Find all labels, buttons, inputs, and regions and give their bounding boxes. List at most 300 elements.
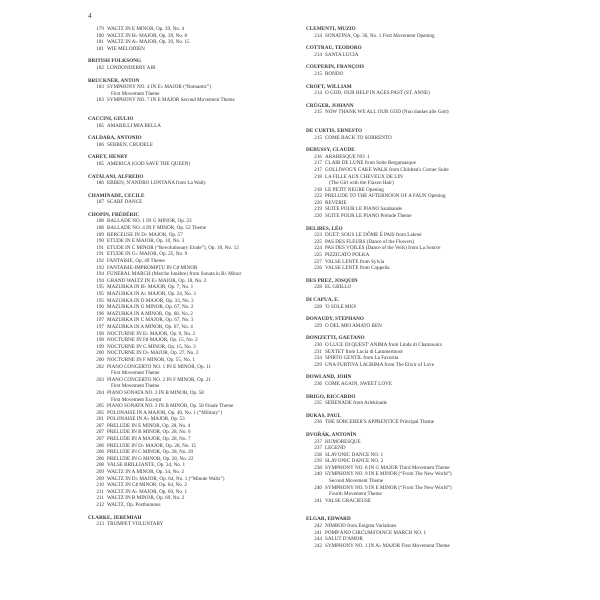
index-entry: [88, 180, 293, 187]
entry-page-number: 229: [314, 361, 322, 368]
entry-page-number: 199: [96, 343, 104, 350]
index-entry: [306, 245, 511, 252]
composer-heading: DES PREZ, JOSQUIN: [306, 277, 358, 284]
index-entry: [306, 355, 511, 362]
entry-title: DUET: SOUS LE DÔME É PAIS from Lakmé: [325, 232, 422, 239]
right-column: [306, 26, 511, 549]
entry-title: AMARILLI MIA BELLA: [107, 122, 161, 129]
index-entry: [88, 232, 293, 239]
entry-page-number: 230: [314, 341, 322, 348]
entry-title: SPIRTO GENTIL from La Favorita: [325, 355, 399, 362]
index-entry: [88, 364, 293, 377]
entry-title: COME AGAIN, SWEET LOVE: [325, 380, 393, 387]
entry-page-number: 200: [96, 350, 104, 357]
index-entry: [306, 523, 511, 530]
entry-page-number: 214: [314, 51, 322, 58]
index-entry: [88, 161, 293, 168]
entry-title: PRELUDE IN C MINOR, Op. 28, No. 20: [107, 449, 194, 456]
entry-page-number: 181: [96, 45, 104, 52]
index-entry: [88, 324, 293, 331]
index-entry: [306, 362, 511, 369]
entry-page-number: 224: [314, 245, 322, 252]
index-entry: [88, 278, 293, 285]
index-entry: [88, 46, 293, 53]
entry-title: O GOD, OUR HELP IN AGES PAST (ST. ANNE): [325, 90, 430, 97]
index-entry: [306, 323, 511, 330]
entry-page-number: 201: [96, 416, 104, 423]
entry-title: EL GRILLO: [325, 284, 352, 291]
entry-page-number: 234: [314, 355, 322, 362]
entry-title: FUNERAL MARCH (Marche funèbre) from Sonata in B♭ Minor: [107, 271, 242, 278]
entry-title: WALTZ IN A♭ MAJOR, Op. 39, No. 15: [107, 39, 190, 46]
composer-heading: DONAUDY, STEPHANO: [306, 316, 365, 323]
index-entry: [88, 337, 293, 344]
entry-title: SLAVONIC DANCE NO. 1: [325, 451, 384, 458]
entry-title: PAS DES VOILES (Dance of the Veils) from La Source: [325, 245, 441, 252]
index-entry: [306, 265, 511, 272]
entry-title: WALTZ IN C♯ MINOR, Op. 64, No. 2: [107, 482, 187, 489]
entry-title: UNA FURTIVA LAGRIMA from The Elixir of Love: [325, 361, 435, 368]
index-entry: [306, 232, 511, 239]
entry-page-number: 241: [314, 497, 322, 504]
entry-page-number: 239: [314, 458, 322, 465]
index-entry: [306, 174, 511, 187]
entry-title: SONATINA, Op. 36, No. 1 First Movement Opening: [325, 32, 435, 39]
index-entry: [306, 160, 511, 167]
entry-title: NOCTURNE IN D♭ MAJOR, Op. 27, No. 2: [107, 350, 199, 357]
entry-page-number: 207: [96, 429, 104, 436]
entry-title: CLAIR DE LUNE from Suite Bergamasque: [325, 160, 416, 167]
entry-page-number: 185: [96, 122, 104, 129]
entry-page-number: 186: [96, 180, 104, 187]
entry-title: HUMORESQUE: [325, 438, 361, 445]
entry-page-number: 236: [314, 419, 322, 426]
entry-title: GRAND WALTZ IN E♭ MAJOR, Op. 18, No. 2: [107, 277, 207, 284]
entry-page-number: 191: [96, 244, 104, 251]
entry-page-number: 197: [96, 323, 104, 330]
entry-page-number: 215: [314, 134, 322, 141]
index-entry: [306, 52, 511, 59]
index-entry: [88, 271, 293, 278]
index-entry: [306, 536, 511, 543]
entry-page-number: 215: [314, 109, 322, 116]
index-entry: [88, 410, 293, 417]
composer-heading: CHAMINADE, CECILE: [88, 192, 145, 199]
entry-title: COME BACK TO SORRENTO: [325, 134, 392, 141]
entry-page-number: 179: [96, 26, 104, 32]
page-number: 4: [88, 12, 92, 20]
entry-page-number: 209: [96, 475, 104, 482]
entry-page-number: 181: [96, 39, 104, 46]
entry-title: PIANO CONCERTO NO. 2 IN F MINOR, Op. 21: [107, 376, 211, 383]
index-entry: [88, 291, 293, 298]
composer-heading: DI CAPUA, E.: [306, 297, 340, 303]
entry-page-number: 195: [96, 284, 104, 291]
entry-subtitle: Second Movement Theme: [329, 478, 384, 485]
index-entry: [306, 342, 511, 349]
index-entry: [88, 416, 293, 423]
index-entry: [88, 33, 293, 40]
entry-title: PIANO SONATA NO. 3 IN B MINOR, Op. 58: [107, 389, 204, 396]
entry-page-number: 240: [314, 484, 322, 491]
entry-page-number: 205: [96, 409, 104, 416]
entry-page-number: 225: [314, 252, 322, 259]
entry-page-number: 211: [96, 495, 104, 502]
index-entry: [88, 311, 293, 318]
entry-title: NIMROD from Enigma Variations: [325, 523, 397, 530]
entry-title: TRUMPET VOLUNTARY: [107, 521, 164, 528]
entry-page-number: 203: [96, 376, 104, 383]
entry-title: MAZURKA IN A MINOR, Op. 67, No. 4: [107, 323, 193, 330]
entry-page-number: 225: [314, 238, 322, 245]
entry-title: GOLLIWOG'S CAKE WALK from Children's Corner Suite: [325, 166, 449, 173]
index-entry: [306, 381, 511, 388]
index-entry: [88, 350, 293, 357]
index-entry: [306, 135, 511, 142]
index-entry: [88, 357, 293, 364]
entry-title: SLAVONIC DANCE NO. 2: [325, 458, 384, 465]
index-entry: [88, 482, 293, 489]
entry-title: THE SORCERER'S APPRENTICE Principal Theme: [325, 419, 435, 426]
entry-page-number: 220: [314, 199, 322, 206]
index-entry: [88, 39, 293, 46]
index-entry: [88, 436, 293, 443]
entry-title: O LUCE DI QUEST' ANIMA from Linda di Chamounix: [325, 341, 443, 348]
entry-page-number: 217: [314, 160, 322, 167]
entry-page-number: 231: [314, 348, 322, 355]
index-entry: [306, 187, 511, 194]
entry-title: SERENADE from Arlekinade: [325, 400, 387, 407]
composer-heading: CLARKE, JEREMIAH: [88, 514, 142, 521]
entry-page-number: 211: [96, 488, 104, 495]
entry-page-number: 193: [96, 264, 104, 271]
entry-page-number: 210: [96, 482, 104, 489]
entry-title: SYMPHONY NO. 1 IN A♭ MAJOR First Movement Theme: [325, 542, 450, 549]
entry-title: POMP AND CIRCUMSTANCE MARCH NO. 1: [325, 529, 427, 536]
entry-title: LEGEND: [325, 445, 346, 452]
entry-page-number: 242: [314, 542, 322, 549]
composer-heading: DOWLAND, JOHN: [306, 374, 352, 381]
entry-title: PRELUDE IN A MAJOR, Op. 28, No. 7: [107, 436, 191, 443]
index-entry: [88, 344, 293, 351]
entry-title: NOCTURNE IN F♯ MAJOR, Op. 15, No. 2: [107, 337, 198, 344]
composer-heading: CALDARA, ANTONIO: [88, 135, 142, 142]
composer-heading: ELGAR, EDWARD: [306, 516, 351, 523]
entry-page-number: 219: [314, 206, 322, 213]
index-entry: [306, 252, 511, 259]
entry-title: PRELUDE TO THE AFTERNOON OF A FAUN Opening: [325, 193, 446, 200]
entry-title: FANTAISIE-IMPROMPTU IN C♯ MINOR: [107, 264, 198, 271]
composer-heading: CACCINI, GIULIO: [88, 115, 134, 122]
entry-title: ETUDE IN G♭ MAJOR, Op. 25, No. 9: [107, 251, 188, 258]
entry-title: SEBBEN, CRUDELE: [107, 141, 153, 148]
index-entry: [88, 26, 293, 33]
entry-page-number: 180: [96, 32, 104, 39]
index-entry: [88, 476, 293, 483]
index-entry: [88, 84, 293, 97]
composer-heading: DONIZETTI, GAETANO: [306, 335, 365, 342]
entry-subtitle: First Movement Theme: [111, 370, 160, 377]
index-entry: [88, 429, 293, 436]
index-entry: [88, 284, 293, 291]
entry-subtitle: First Movement Excerpt: [111, 396, 162, 403]
index-entry: [88, 258, 293, 265]
entry-page-number: 207: [96, 422, 104, 429]
index-entry: [88, 377, 293, 390]
entry-page-number: 191: [96, 251, 104, 258]
entry-page-number: 220: [314, 213, 322, 220]
entry-title: MAZURKA IN C MAJOR, Op. 67, No. 3: [107, 317, 194, 324]
entry-title: WALTZ, Op. Posthumous: [107, 502, 161, 508]
entry-page-number: 186: [96, 141, 104, 148]
index-entry: [88, 245, 293, 252]
entry-title: WALTZ IN A♭ MAJOR, Op. 69, No. 1: [107, 488, 188, 495]
entry-page-number: 206: [96, 449, 104, 456]
composer-heading: DRIGO, RICCARDO: [306, 393, 356, 400]
entry-page-number: 200: [96, 356, 104, 363]
entry-title: PAS DES FLEURS (Dance of the Flowers): [325, 238, 415, 245]
entry-title: BERCEUSE IN D♭ MAJOR, Op. 57: [107, 231, 183, 238]
entry-title: NOW THANK WE ALL OUR GOD (Nun danket alle Gott): [325, 109, 449, 116]
index-entry: [88, 251, 293, 258]
entry-page-number: 242: [314, 523, 322, 530]
composer-heading: CATALANI, ALFREDO: [88, 173, 144, 180]
index-entry: [88, 449, 293, 456]
entry-title: POLONAISE IN A MAJOR, Op. 40, No. 1 (“Military”): [107, 409, 223, 416]
index-entry: [88, 218, 293, 225]
entry-page-number: 241: [314, 529, 322, 536]
entry-page-number: 196: [96, 304, 104, 311]
entry-page-number: 192: [96, 258, 104, 265]
index-entry: [88, 495, 293, 502]
index-entry: [306, 471, 511, 484]
entry-title: 'O SOLE MIO!: [325, 303, 357, 310]
entry-title: PRELUDE IN E MINOR, Op. 28, No. 4: [107, 422, 191, 429]
entry-title: NOCTURNE IN G MINOR, Op. 15, No. 3: [107, 343, 196, 350]
entry-page-number: 189: [96, 231, 104, 238]
entry-page-number: 214: [314, 32, 322, 39]
entry-title: LE PETIT NEGRE Opening: [325, 186, 384, 193]
entry-title: SYMPHONY NO. 7 IN E MAJOR Second Movement Theme: [107, 97, 235, 104]
index-entry: [88, 469, 293, 476]
entry-title: SYMPHONY NO. 9 IN E MINOR (“From The New World”): [325, 484, 452, 491]
entry-page-number: 227: [314, 258, 322, 265]
composer-heading: DUKAS, PAUL: [306, 412, 342, 419]
index-entry: [306, 452, 511, 459]
entry-page-number: 182: [96, 64, 104, 71]
entry-page-number: 217: [314, 166, 322, 173]
entry-page-number: 213: [96, 521, 104, 528]
entry-page-number: 223: [314, 232, 322, 239]
entry-page-number: 183: [96, 97, 104, 104]
entry-page-number: 215: [314, 70, 322, 77]
entry-page-number: 194: [96, 277, 104, 284]
entry-page-number: 206: [96, 455, 104, 462]
entry-page-number: 228: [314, 284, 322, 291]
index-entry: [88, 65, 293, 72]
index-entry: [306, 200, 511, 207]
index-entry: [88, 317, 293, 324]
entry-page-number: 188: [96, 225, 104, 232]
index-entry: [306, 284, 511, 291]
entry-page-number: 240: [314, 471, 322, 478]
entry-title: VALSE LENTE from Sylvia: [325, 258, 385, 265]
entry-subtitle: First Movement Theme: [111, 383, 160, 390]
index-entry: [88, 456, 293, 463]
entry-page-number: 202: [96, 363, 104, 370]
entry-title: MAZURKA IN A MINOR, Op. 68, No. 2: [107, 310, 193, 317]
entry-title: ARABESQUE NO. 1: [325, 153, 370, 160]
entry-title: PIANO SONATA NO. 3 IN B MINOR, Op. 58 Finale Theme: [107, 403, 234, 410]
entry-title: VALSE LENTE from Coppelia: [325, 265, 390, 272]
entry-page-number: 238: [314, 451, 322, 458]
index-entry: [306, 167, 511, 174]
entry-page-number: 237: [314, 438, 322, 445]
entry-page-number: 190: [96, 238, 104, 245]
entry-subtitle: (The Girl with the Flaxen Hair): [329, 180, 394, 187]
index-entry: [88, 238, 293, 245]
index-entry: [306, 90, 511, 97]
entry-title: VALSE GRACIEUSE: [325, 497, 372, 504]
index-entry: [88, 298, 293, 305]
composer-heading: BRITISH FOLKSONG: [88, 58, 142, 65]
entry-title: NOCTURNE IN E♭ MAJOR, Op. 9, No. 2: [107, 330, 196, 337]
entry-title: PRELUDE IN G MINOR, Op. 28, No. 22: [107, 455, 194, 462]
left-column: [88, 26, 293, 528]
index-entry: [306, 530, 511, 537]
index-entry: [88, 142, 293, 149]
index-entry: [306, 543, 511, 550]
entry-page-number: 198: [96, 330, 104, 337]
entry-title: WIE MELODIEN: [107, 45, 145, 52]
entry-title: PRELUDE IN D♭ MAJOR, Op. 28, No. 15: [107, 442, 197, 449]
entry-title: MAZURKA IN G MINOR, Op. 67, No. 2: [107, 304, 194, 311]
entry-title: WALTZ IN E MINOR, Op. 39, No. 4: [107, 26, 185, 32]
entry-page-number: 196: [96, 310, 104, 317]
index-entry: [88, 502, 293, 509]
composer-heading: CROFT, WILLIAM: [306, 83, 352, 90]
index-entry: [306, 498, 511, 505]
entry-title: NOCTURNE IN F MINOR, Op. 55, No. 1: [107, 356, 195, 363]
entry-title: SANTA LUCIA: [325, 51, 359, 58]
index-entry: [88, 403, 293, 410]
entry-page-number: 216: [314, 153, 322, 160]
entry-title: MAZURKA IN A♭ MAJOR, Op. 24, No. 3: [107, 291, 196, 297]
entry-title: EBBEN, N'ANDRO LONTANA from La Wally: [107, 180, 207, 187]
index-entry: [306, 33, 511, 40]
index-entry: [88, 123, 293, 130]
index-entry: [306, 400, 511, 407]
entry-title: MAZURKA IN D MAJOR, Op. 33, No. 2: [107, 297, 194, 304]
index-entry: [88, 304, 293, 311]
composer-heading: BRUCKNER, ANTON: [88, 77, 140, 84]
entry-page-number: 207: [96, 436, 104, 443]
composer-heading: DE CURTIS, ERNESTO: [306, 127, 363, 134]
index-entry: [88, 423, 293, 430]
entry-page-number: 229: [314, 322, 322, 329]
entry-title: WALTZ IN B MINOR, Op. 69, No. 2: [107, 495, 185, 502]
entry-title: O DEL MIO AMATO BEN: [325, 322, 382, 329]
index-entry: [306, 458, 511, 465]
composer-heading: CLEMENTI, MUZIO: [306, 26, 356, 32]
entry-title: MAZURKA IN B♭ MAJOR, Op. 7, No. 1: [107, 284, 194, 291]
entry-page-number: 236: [314, 380, 322, 387]
entry-title: SUITE POUR LE PIANO Prelude Theme: [325, 213, 412, 220]
entry-page-number: 244: [314, 536, 322, 543]
entry-page-number: 237: [314, 445, 322, 452]
entry-subtitle: First Movement Theme: [111, 90, 160, 97]
entry-title: WALTZ IN D♭ MAJOR, Op. 64, No. 1 (“Minute Waltz”): [107, 475, 225, 482]
index-entry: [306, 193, 511, 200]
composer-heading: CHOPIN, FRÉDÉRIC: [88, 211, 140, 218]
entry-page-number: 226: [314, 265, 322, 272]
composer-heading: COTTRAU, TEODORO: [306, 45, 362, 52]
entry-title: SYMPHONY NO. 8 IN G MAJOR Third Movement Theme: [325, 464, 450, 471]
entry-title: WALTZ IN B♭ MAJOR, Op. 39, No. 8: [107, 32, 188, 39]
index-entry: [306, 439, 511, 446]
entry-page-number: 206: [96, 442, 104, 449]
entry-page-number: 194: [96, 271, 104, 278]
entry-title: REVERIE: [325, 199, 347, 206]
entry-title: LONDONDERRY AIR: [107, 64, 156, 71]
index-entry: [88, 462, 293, 469]
index-entry: [88, 97, 293, 104]
entry-title: LA FILLE AUX CHEVEUX DE LIN: [325, 173, 403, 180]
entry-page-number: 222: [314, 193, 322, 200]
entry-title: POLONAISE IN A♭ MAJOR, Op. 53: [107, 416, 185, 423]
entry-title: SCARF DANCE: [107, 199, 143, 206]
index-entry: [88, 390, 293, 403]
index-entry: [306, 71, 511, 78]
entry-title: SYMPHONY NO. 4 IN E♭ MAJOR (“Romantic”): [107, 84, 212, 91]
entry-page-number: 185: [96, 160, 104, 167]
entry-page-number: 235: [314, 400, 322, 407]
entry-title: PIZZICATO POLKA: [325, 252, 370, 259]
entry-title: VALSE BRILLIANTE, Op. 34, No. 1: [107, 462, 186, 469]
entry-page-number: 218: [314, 186, 322, 193]
index-entry: [306, 109, 511, 116]
entry-title: ETUDE IN E MAJOR, Op. 10, No. 3: [107, 238, 185, 245]
composer-heading: DELIBES, LÉO: [306, 225, 343, 232]
entry-title: SEXTET from Lucia di Lammermoor: [325, 348, 404, 355]
entry-title: WALTZ IN A MINOR, Op. 34, No. 2: [107, 469, 185, 476]
index-entry: [306, 206, 511, 213]
entry-page-number: 195: [96, 291, 104, 297]
entry-title: SYMPHONY NO. 9 IN E MINOR (“From The New World”): [325, 471, 452, 478]
composer-heading: DVOŘÁK, ANTONÍN: [306, 431, 357, 438]
entry-title: BALLADE NO. 4 IN F MINOR, Op. 52 Theme: [107, 225, 207, 232]
entry-page-number: 187: [96, 199, 104, 206]
entry-page-number: 205: [96, 403, 104, 410]
index-entry: [88, 199, 293, 206]
entry-page-number: 195: [96, 297, 104, 304]
entry-title: BALLADE NO. 1 IN G MINOR, Op. 23: [107, 218, 192, 225]
composer-heading: CAREY, HENRY: [88, 154, 128, 161]
entry-page-number: 209: [96, 469, 104, 476]
entry-title: SUITE POUR LE PIANO Sarabande: [325, 206, 402, 213]
entry-title: AMERICA (GOD SAVE THE QUEEN): [107, 160, 191, 167]
index-entry: [306, 445, 511, 452]
entry-page-number: 228: [314, 303, 322, 310]
entry-title: PRELUDE IN B MINOR, Op. 28, No. 6: [107, 429, 191, 436]
entry-title: SALUT D'AMOR: [325, 536, 363, 543]
entry-page-number: 197: [96, 317, 104, 324]
entry-page-number: 214: [314, 90, 322, 97]
composer-heading: CRÜGER, JOHANN: [306, 102, 354, 109]
entry-subtitle: Fourth Movement Theme: [329, 491, 382, 498]
index-entry: [306, 485, 511, 498]
entry-page-number: 183: [96, 84, 104, 91]
